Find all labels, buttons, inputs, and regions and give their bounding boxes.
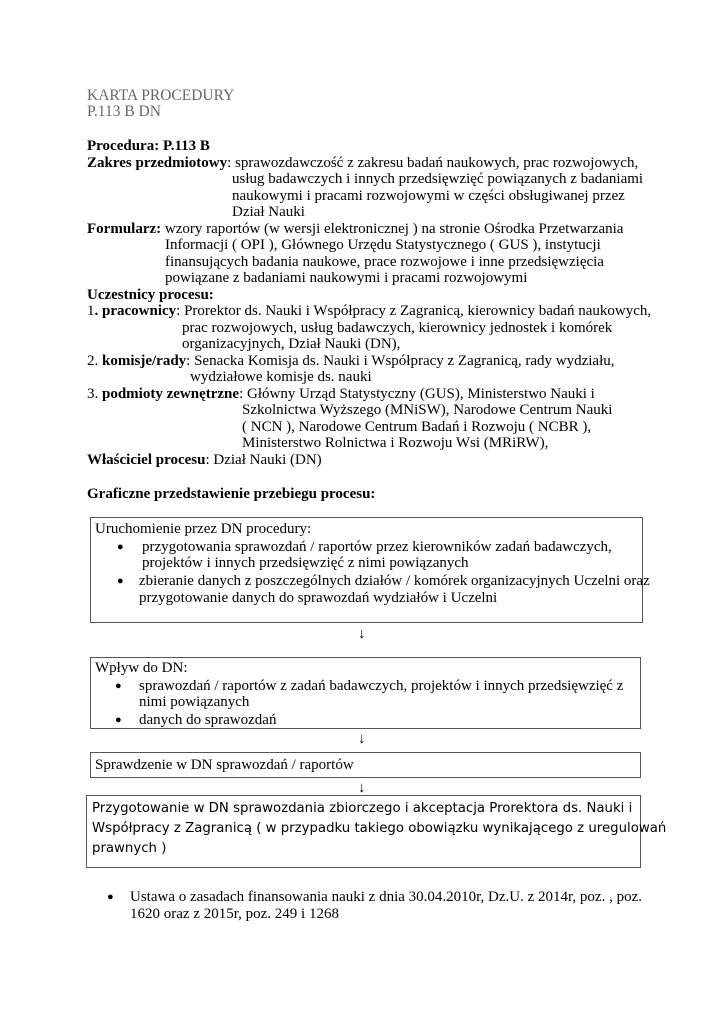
- flow-box-aggregate-line-1: Przygotowanie w DN sprawozdania zbiorczego i akceptacja Prorektora ds. Nauki i: [92, 801, 633, 816]
- participants-heading: Uczestnicy procesu:: [87, 287, 214, 303]
- legal-basis-line-1: Ustawa o zasadach finansowania nauki z dnia 30.04.2010r, Dz.U. z 2014r, poz. , poz.: [130, 889, 642, 905]
- scope-line-4: Dział Nauki: [232, 204, 305, 220]
- arrow-down-icon: ↓: [358, 626, 366, 642]
- participants-employees-line-3: organizacyjnych, Dział Nauki (DN),: [182, 336, 401, 352]
- participants-external-line-1: 3. podmioty zewnętrzne: Główny Urząd Statystyczny (GUS), Ministerstwo Nauki i: [87, 386, 595, 402]
- flow-box-aggregate-line-2: Współpracy z Zagranicą ( w przypadku takiego obowiązku wynikającego z uregulowań: [92, 821, 667, 836]
- participants-external-line-2: Szkolnictwa Wyższego (MNiSW), Narodowe Centrum Nauki: [242, 402, 613, 418]
- arrow-down-icon: ↓: [358, 780, 366, 796]
- legal-basis-line-2: 1620 oraz z 2015r, poz. 249 i 1268: [130, 906, 339, 922]
- forms-line-3: finansujących badania naukowe, prace rozwojowe i inne przedsięwzięcia: [165, 254, 604, 270]
- participants-employees-line-1: 1. pracownicy: Prorektor ds. Nauki i Współpracy z Zagranicą, kierownicy badań naukowych,: [87, 303, 652, 319]
- graphic-heading: Graficzne przedstawienie przebiegu procesu:: [87, 486, 376, 502]
- flow-box-launch-title: Uruchomienie przez DN procedury:: [95, 521, 312, 537]
- document-code-header: P.113 B DN: [87, 103, 161, 120]
- arrow-down-icon: ↓: [358, 731, 366, 747]
- flow-box-intake-item-1-line-2: nimi powiązanych: [139, 694, 250, 710]
- bullet-icon: ●: [115, 714, 122, 726]
- flow-box-aggregate-line-3: prawnych ): [92, 841, 167, 856]
- bullet-icon: ●: [117, 541, 124, 553]
- forms-line-1: Formularz: wzory raportów (w wersji elektronicznej ) na stronie Ośrodka Przetwarzania: [87, 221, 624, 237]
- flow-box-launch-item-1-line-1: przygotowania sprawozdań / raportów przez kierowników zadań badawczych,: [142, 539, 612, 555]
- flow-box-launch-item-2-line-1: zbieranie danych z poszczególnych działów / komórek organizacyjnych Uczelni oraz: [139, 573, 650, 589]
- bullet-icon: ●: [117, 575, 124, 587]
- participants-external-line-4: Ministerstwo Rolnictwa i Rozwoju Wsi (MRiRW),: [242, 435, 549, 451]
- flow-box-launch-item-1-line-2: projektów i innych przedsięwzięć z nimi powiązanych: [142, 555, 469, 571]
- participants-employees-line-2: prac rozwojowych, usług badawczych, kierownicy jednostek i komórek: [182, 320, 613, 336]
- scope-line-1: Zakres przedmiotowy: sprawozdawczość z zakresu badań naukowych, prac rozwojowych,: [87, 155, 639, 171]
- process-owner: Właściciel procesu: Dział Nauki (DN): [87, 452, 322, 468]
- bullet-icon: ●: [115, 680, 122, 692]
- flow-box-intake-item-1-line-1: sprawozdań / raportów z zadań badawczych, projektów i innych przedsięwzięć z: [139, 678, 624, 694]
- forms-line-2: Informacji ( OPI ), Głównego Urzędu Statystycznego ( GUS ), instytucji: [165, 237, 601, 253]
- flow-box-intake-title: Wpływ do DN:: [95, 660, 188, 676]
- scope-line-2: usług badawczych i innych przedsięwzięć powiązanych z badaniami: [232, 171, 644, 187]
- flow-box-launch-item-2-line-2: przygotowanie danych do sprawozdań wydziałów i Uczelni: [139, 590, 498, 606]
- participants-external-line-3: ( NCN ), Narodowe Centrum Badań i Rozwoju ( NCBR ),: [242, 419, 592, 435]
- bullet-icon: ●: [107, 891, 114, 903]
- procedure-label: Procedura: P.113 B: [87, 138, 210, 154]
- scope-line-3: naukowymi i pracami rozwojowymi w części obsługiwanej przez: [232, 188, 625, 204]
- document-type-header: KARTA PROCEDURY: [87, 87, 235, 104]
- participants-committees-line-2: wydziałowe komisje ds. nauki: [190, 369, 372, 385]
- forms-line-4: powiązane z badaniami naukowymi i pracami rozwojowymi: [165, 270, 528, 286]
- flow-box-verification-title: Sprawdzenie w DN sprawozdań / raportów: [95, 757, 354, 773]
- participants-committees-line-1: 2. komisje/rady: Senacka Komisja ds. Nauki i Współpracy z Zagranicą, rady wydziału,: [87, 353, 615, 369]
- flow-box-intake-item-2: danych do sprawozdań: [139, 712, 277, 728]
